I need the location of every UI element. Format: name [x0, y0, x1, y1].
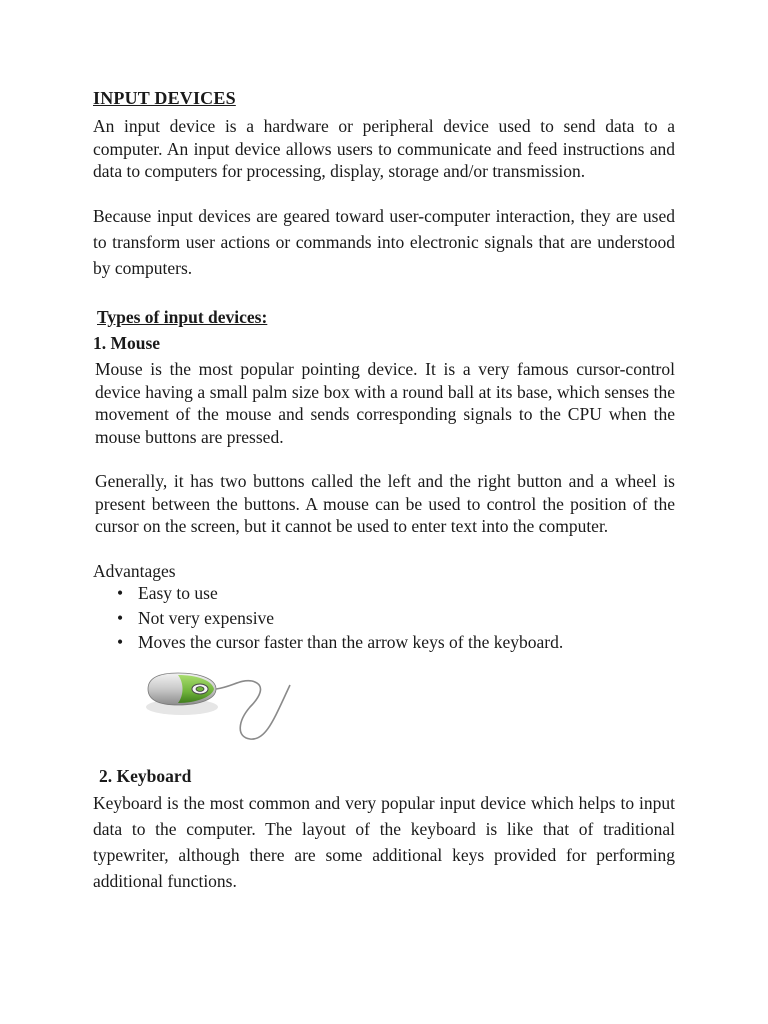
computer-mouse-image [140, 665, 300, 745]
advantages-label: Advantages [93, 561, 176, 581]
keyboard-heading: 2. Keyboard [99, 766, 192, 786]
keyboard-paragraph-1: Keyboard is the most common and very popular input device which helps to input data to the computer. The layout of the keyboard is like that of traditional typewriter, although there are some additional keys provided for performing additional functions. [93, 793, 675, 891]
types-heading: Types of input devices: [97, 307, 268, 327]
list-item [93, 631, 563, 656]
advantage-text: Not very expensive [138, 607, 275, 628]
advantage-text: Moves the cursor faster than the arrow keys of the keyboard. [138, 632, 564, 652]
document-title: INPUT DEVICES [93, 88, 236, 108]
intro-paragraph-1: An input device is a hardware or peripheral device used to send data to a computer. An input device allows users to communicate and feed instructions and data to computers for processing, display, storage and/or transmission. [93, 116, 675, 181]
bullet-icon: • [117, 632, 124, 652]
intro-paragraph-2: Because input devices are geared toward user-computer interaction, they are used to transform user actions or commands into electronic signals that are understood by computers. [93, 206, 675, 278]
mouse-paragraph-2: Generally, it has two buttons called the left and the right button and a wheel is present between the buttons. A mouse can be used to control the position of the cursor on the screen, but it cannot be used to enter text into the computer. [95, 471, 675, 536]
mouse-heading: 1. Mouse [93, 333, 161, 353]
bullet-icon: • [117, 607, 124, 628]
list-item [93, 582, 563, 607]
advantage-text: Easy to use [138, 583, 218, 603]
advantages-list [93, 582, 563, 656]
bullet-icon: • [117, 583, 124, 603]
mouse-paragraph-1: Mouse is the most popular pointing device. It is a very famous cursor-control device having a small palm size box with a round ball at its base, which senses the movement of the mouse and sends corresponding signals to the CPU when the mouse buttons are pressed. [95, 359, 675, 447]
list-item [93, 607, 563, 632]
